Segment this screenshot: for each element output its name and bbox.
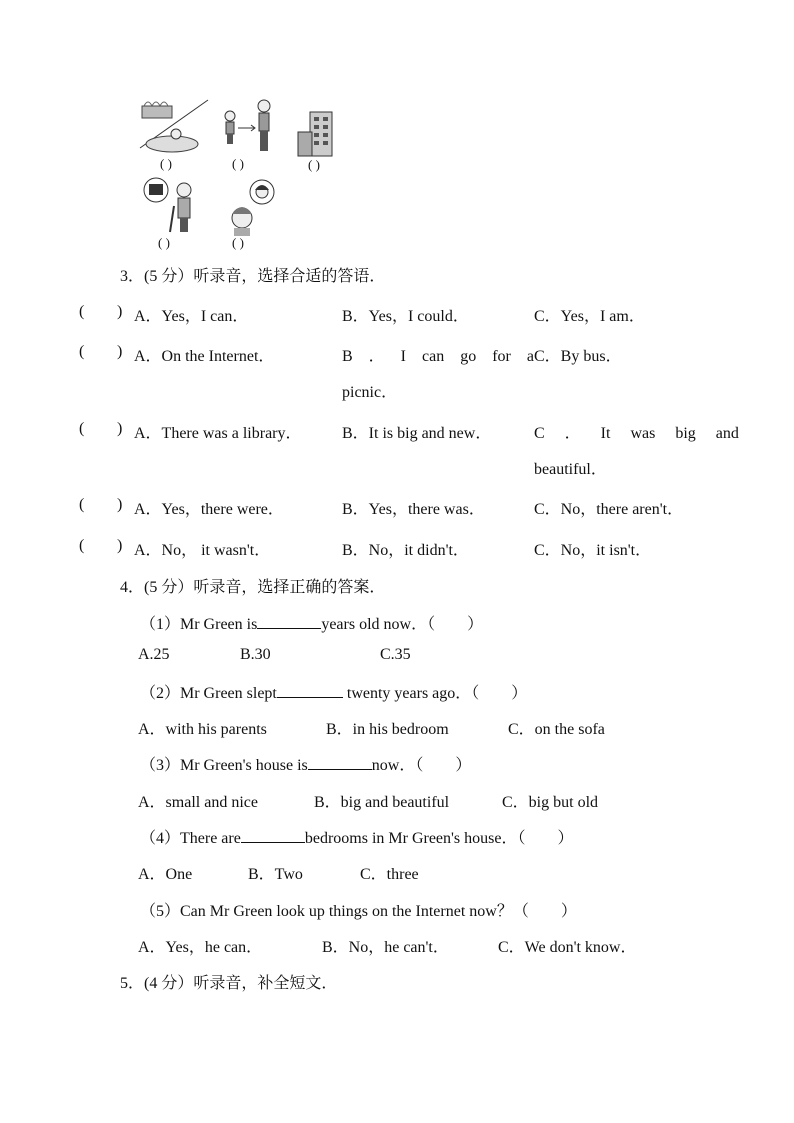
q3-row2-option-b: B ． I can go for a xyxy=(342,348,534,365)
q4-item3-option-b: B．big and beautiful xyxy=(314,794,450,811)
q4-item2-option-b: B．in his bedroom xyxy=(326,721,449,738)
q3-row3-option-c-cont: beautiful． xyxy=(534,461,607,478)
q3-row4-option-c: C．No，there aren't． xyxy=(534,501,684,518)
q3-row1-option-b: B．Yes，I could． xyxy=(342,308,469,325)
q3-row3-paren-close: ) xyxy=(117,420,123,437)
q4-heading: 4．(5 分）听录音，选择正确的答案． xyxy=(120,579,386,596)
q4-item1-text-before: （1）Mr Green is xyxy=(140,616,258,633)
q4-item4-text-after: bedrooms in Mr Green's house．（ ） xyxy=(304,830,574,847)
q4-item2-question xyxy=(140,680,527,703)
q4-item1-text-after: years old now．（ ） xyxy=(321,616,484,633)
q3-row2-option-c: C．By bus． xyxy=(534,348,622,365)
q4-item3-text-before: （3）Mr Green's house is xyxy=(140,757,308,774)
q3-row5-option-b: B．No，it didn't． xyxy=(342,542,469,559)
q4-item4-question xyxy=(140,825,573,848)
q4-item4-option-a: A．One xyxy=(138,866,193,883)
q4-item3-option-a: A．small and nice xyxy=(138,794,258,811)
q4-item4-text-before: （4）There are xyxy=(140,830,241,847)
q3-row3-paren-open: ( xyxy=(79,420,85,437)
answer-blank xyxy=(241,841,305,843)
picture-old-man-computer xyxy=(140,176,204,234)
q3-row4-paren-open: ( xyxy=(79,496,85,513)
q3-row1-paren-close: ) xyxy=(117,303,123,320)
q4-item3-text-after: now．（ ） xyxy=(371,757,472,774)
q3-row2-option-a: A．On the Internet． xyxy=(134,348,275,365)
q3-row3-option-a: A．There was a library． xyxy=(134,425,302,442)
q4-item2-text-after: twenty years ago．（ ） xyxy=(342,685,528,702)
q3-row5-option-c: C．No，it isn't． xyxy=(534,542,652,559)
picture-growing-up xyxy=(218,98,278,156)
q3-row5-paren-close: ) xyxy=(117,537,123,554)
picture-label-5: ( ) xyxy=(232,235,244,250)
q4-item1-option-b: B.30 xyxy=(240,646,271,663)
q4-item5-option-c: C．We don't know． xyxy=(498,939,637,956)
q4-item1-option-a: A.25 xyxy=(138,646,170,663)
answer-blank xyxy=(277,696,343,698)
picture-label-2: ( ) xyxy=(232,156,244,171)
q4-item2-option-c: C．on the sofa xyxy=(508,721,605,738)
q3-row2-option-b-cont: picnic． xyxy=(342,384,398,401)
q3-row2-paren-close: ) xyxy=(117,343,123,360)
q4-item1-question xyxy=(140,611,483,634)
q3-row5-paren-open: ( xyxy=(79,537,85,554)
q4-item1-option-c: C.35 xyxy=(380,646,411,663)
q3-row1-option-c: C．Yes，I am． xyxy=(534,308,645,325)
q4-item2-option-a: A．with his parents xyxy=(138,721,267,738)
q4-item2-text-before: （2）Mr Green slept xyxy=(140,685,277,702)
picture-sleeping-on-land xyxy=(138,96,212,158)
q3-row3-option-c: C ． It was big and xyxy=(534,425,739,442)
q3-heading: 3．(5 分）听录音，选择合适的答语． xyxy=(120,268,386,285)
q4-item5-option-a: A．Yes，he can． xyxy=(138,939,263,956)
q3-row4-option-a: A．Yes，there were． xyxy=(134,501,284,518)
picture-label-1: ( ) xyxy=(160,156,172,171)
answer-blank xyxy=(308,768,372,770)
q4-item3-question xyxy=(140,752,471,775)
q3-row2-paren-open: ( xyxy=(79,343,85,360)
q4-item4-option-c: C．three xyxy=(360,866,419,883)
answer-blank xyxy=(257,627,321,629)
q4-item3-option-c: C．big but old xyxy=(502,794,599,811)
q3-row3-option-b: B．It is big and new． xyxy=(342,425,492,442)
picture-woman-faces xyxy=(222,178,280,236)
q5-heading: 5．(4 分）听录音，补全短文． xyxy=(120,975,338,992)
picture-label-4: ( ) xyxy=(158,235,170,250)
q3-row1-option-a: A．Yes，I can． xyxy=(134,308,249,325)
q4-item5-question: （5）Can Mr Green look up things on the Internet now？（ ） xyxy=(140,903,577,920)
q3-row5-option-a: A．No， it wasn't． xyxy=(134,542,271,559)
q3-row4-option-b: B．Yes，there was． xyxy=(342,501,485,518)
q4-item5-option-b: B．No，he can't． xyxy=(322,939,449,956)
picture-building xyxy=(296,108,340,158)
q3-row1-paren-open: ( xyxy=(79,303,85,320)
picture-label-3: ( ) xyxy=(308,157,320,172)
q3-row4-paren-close: ) xyxy=(117,496,123,513)
q4-item4-option-b: B．Two xyxy=(248,866,303,883)
